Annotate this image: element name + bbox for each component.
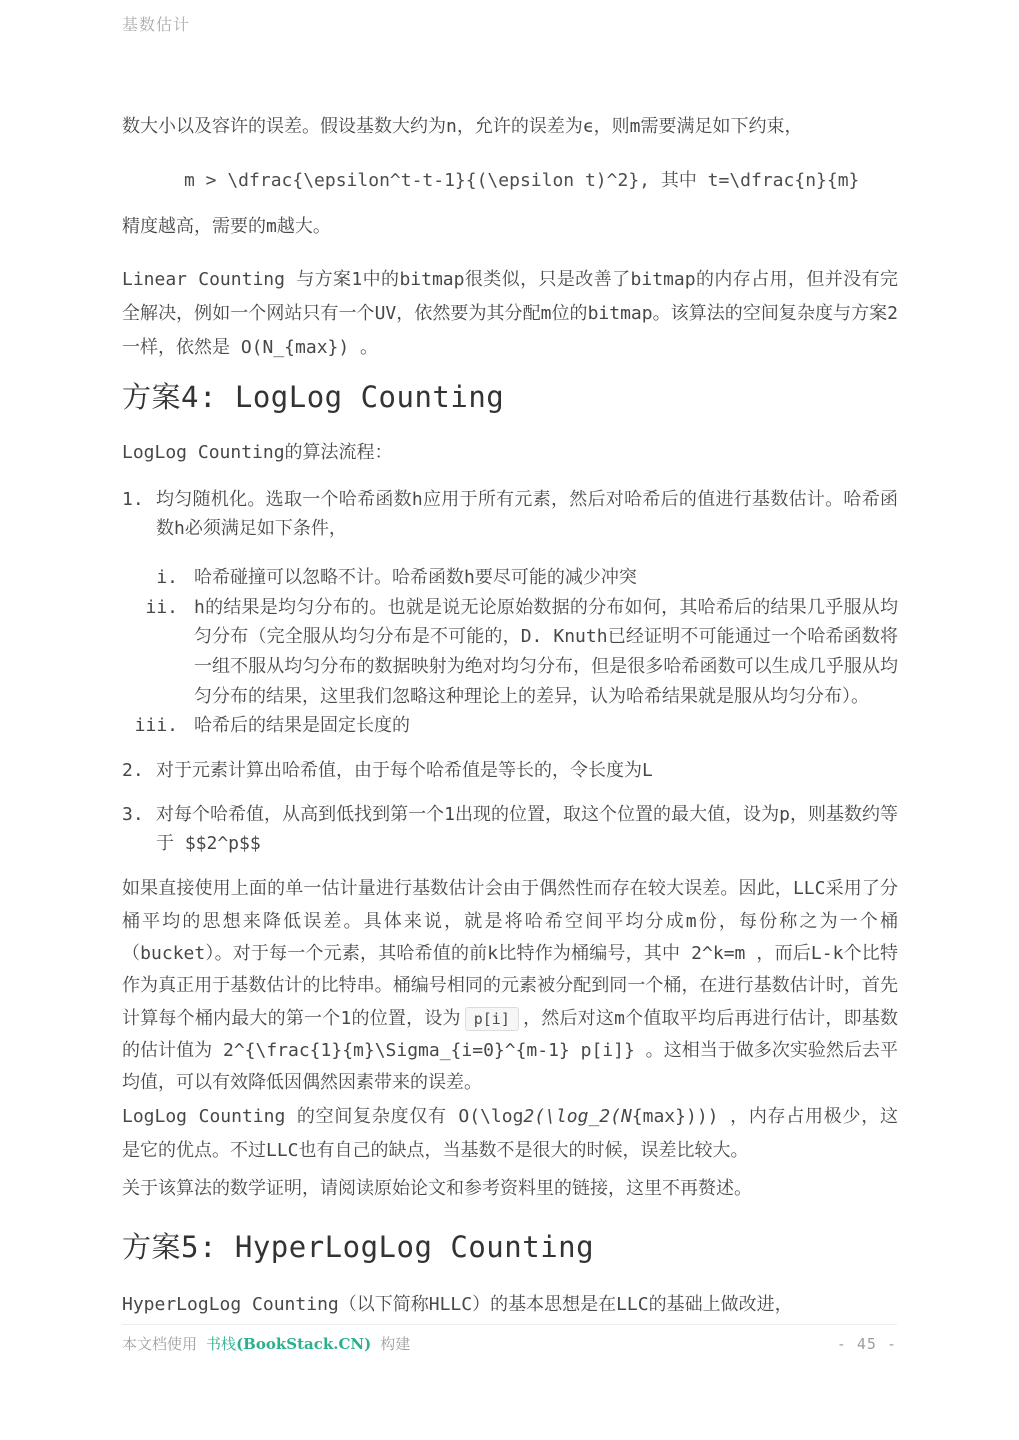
paragraph-bucket-average <box>122 873 898 1100</box>
sublist-item-text: 哈希碰撞可以忽略不计。哈希函数h要尽可能的减少冲突 <box>194 566 637 588</box>
sublist-item <box>134 711 898 741</box>
sublist-item-marker: ii. <box>145 596 178 618</box>
list-item-text: 对每个哈希值，从高到低找到第一个1出现的位置，取这个位置的最大值，设为p，则基数约等于 $$2^p$$ <box>156 803 898 855</box>
page-footer <box>122 1324 897 1354</box>
footer-build-note <box>122 1333 410 1354</box>
paragraph-precision: 精度越高，需要的m越大。 <box>122 216 331 238</box>
sublist-item-text: 哈希后的结果是固定长度的 <box>194 715 410 737</box>
sublist-item-text: h的结果是均匀分布的。也就是说无论原始数据的分布如何，其哈希后的结果几乎服从均匀分布（完全服从均匀分布是不可能的，D. Knuth已经证明不可能通过一个哈希函数将一组不服从均匀分布的数据映射为绝对均匀分布，但是很多哈希函数可以生成几乎服从均匀分布的结果，这里我们忽略这种理论上的差异，认为哈希结果就是服从均匀分布）。 <box>194 596 898 707</box>
footer-prefix: 本文档使用 <box>122 1335 207 1353</box>
list-item <box>122 485 898 544</box>
section-heading-plan5: 方案5: HyperLogLog Counting <box>122 1230 595 1265</box>
paragraph-llc-flow: LogLog Counting的算法流程： <box>122 442 393 464</box>
space-text-c: {max}))) ，内存占用极少，这是它的优点。不过LLC也有自己的缺点，当基数不是很大的时候，误差比较大。 <box>122 1105 899 1162</box>
paragraph-linear-counting: Linear Counting 与方案1中的bitmap很类似，只是改善了bitmap的内存占用，但并没有完全解决，例如一个网站只有一个UV，依然要为其分配m位的bitmap。该算法的空间复杂度与方案2一样，依然是 O(N_{max}) 。 <box>122 268 898 358</box>
list-item-marker: 2. <box>122 760 144 782</box>
bucket-text-after: ，然后对这m个值取平均后再进行估计，即基数的估计值为 2^{\frac{1}{m}\Sigma_{i=0}^{m-1} p[i]} 。这相当于做多次实验然后去平均值，可以有效降低因偶然因素带来的误差。 <box>122 1007 898 1094</box>
sublist-item-marker: iii. <box>134 715 178 737</box>
list-item <box>122 756 898 786</box>
bookstack-link-latin: (BookStack.CN) <box>236 1335 372 1353</box>
section-heading-plan4: 方案4: LogLog Counting <box>122 380 505 415</box>
footer-suffix: 构建 <box>371 1335 411 1353</box>
formula-m-constraint: m > \dfrac{\epsilon^t-t-1}{(\epsilon t)^2}, 其中 t=\dfrac{n}{m} <box>184 170 860 192</box>
list-item-text: 均匀随机化。选取一个哈希函数h应用于所有元素，然后对哈希后的值进行基数估计。哈希函数h必须满足如下条件， <box>156 488 898 540</box>
sublist-item <box>134 593 898 712</box>
space-text-a: LogLog Counting 的空间复杂度仅有 O(\log <box>122 1105 524 1127</box>
bookstack-link[interactable] <box>206 1335 371 1353</box>
document-content <box>122 0 898 1322</box>
list-item-text: 对于元素计算出哈希值，由于每个哈希值是等长的，令长度为L <box>156 760 653 782</box>
list-item <box>122 800 898 859</box>
list-item-marker: 1. <box>122 488 144 510</box>
inline-code-pi: p[i] <box>465 1007 519 1031</box>
bucket-text-before: 如果直接使用上面的单一估计量进行基数估计会由于偶然性而存在较大误差。因此，LLC采用了分桶平均的思想来降低误差。具体来说，就是将哈希空间平均分成m份，每份称之为一个桶（bucket）。对于每一个元素，其哈希值的前k比特作为桶编号，其中 2^k=m ，而后L-k个比特作为真正用于基数估计的比特串。桶编号相同的元素被分配到同一个桶，在进行基数估计时，首先计算每个桶内最大的第一个1的位置，设为 <box>122 878 898 1029</box>
ordered-list-llc-steps <box>122 485 898 860</box>
page-number: - 45 - <box>836 1335 897 1353</box>
sublist-item-marker: i. <box>156 566 178 588</box>
bookstack-link-cjk: 书栈 <box>206 1335 237 1353</box>
space-text-italic: 2(\log_2(N <box>523 1105 632 1127</box>
running-title: 基数估计 <box>122 15 191 34</box>
list-item-marker: 3. <box>122 803 144 825</box>
sublist-item <box>134 563 898 593</box>
paragraph-constraint-intro: 数大小以及容许的误差。假设基数大约为n，允许的误差为ϵ，则m需要满足如下约束， <box>122 116 803 137</box>
paragraph-math-proof: 关于该算法的数学证明，请阅读原始论文和参考资料里的链接，这里不再赘述。 <box>122 1178 752 1200</box>
sublist-hash-conditions <box>134 563 898 741</box>
paragraph-llc-space-complexity <box>122 1100 898 1168</box>
paragraph-hllc-intro: HyperLogLog Counting（以下简称HLLC）的基本思想是在LLC的基础上做改进， <box>122 1293 793 1315</box>
